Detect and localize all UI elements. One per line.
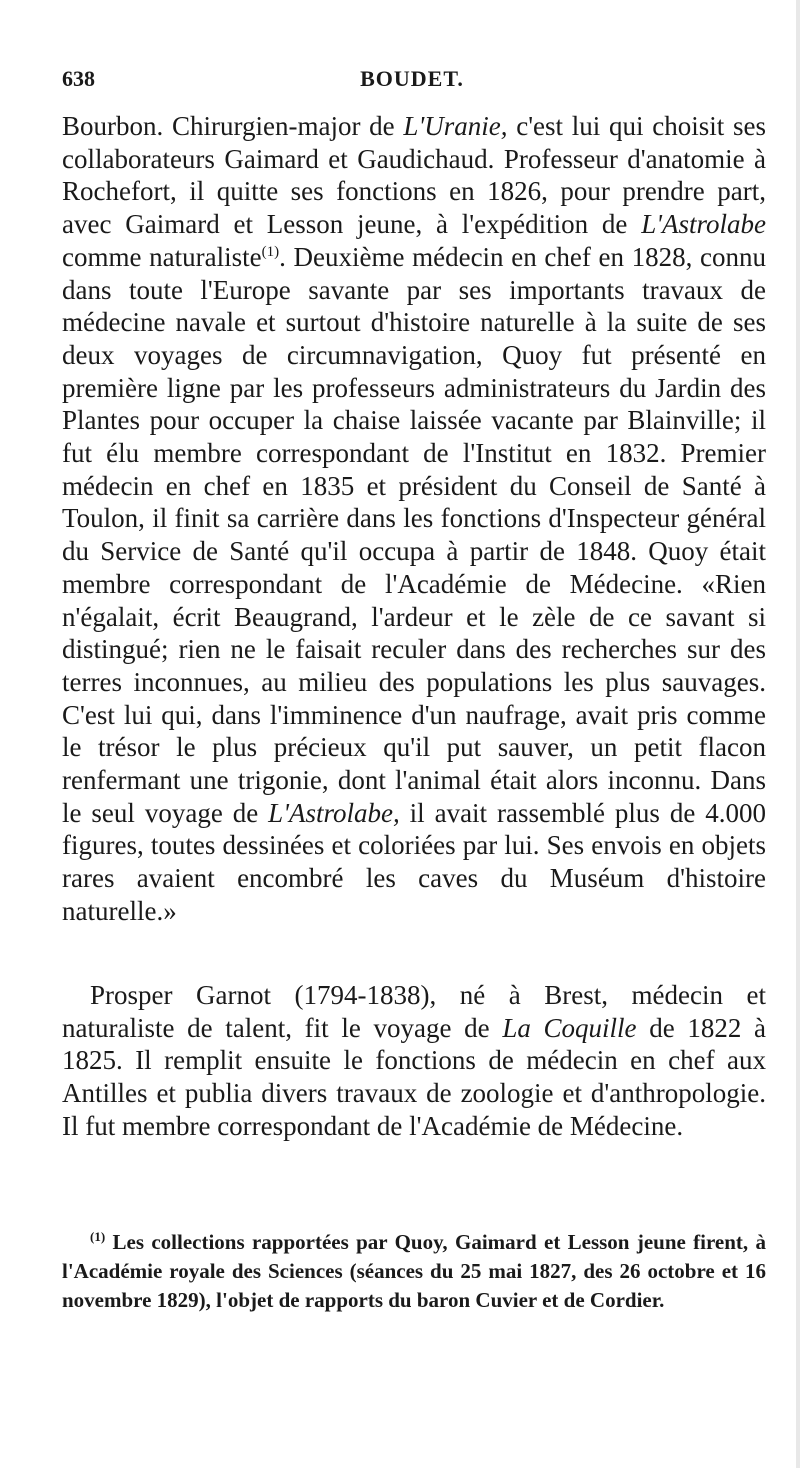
paragraph-garnot	[62, 979, 766, 1143]
text-run: de 1822 à 1825. Il remplit ensuite le fonctions de médecin en chef aux Antilles et publia divers travaux de zoologie et d'anthropologie. Il fut membre correspondant de l'Académie de Médecine.	[62, 1012, 767, 1141]
footnote-reference: (1)	[261, 243, 280, 260]
italic-title-astrolabe: L'Astrolabe,	[268, 797, 400, 828]
page-header	[62, 66, 762, 96]
footnote	[62, 1228, 766, 1315]
text-run: comme naturaliste	[62, 241, 262, 272]
text-run: . Deuxième médecin en chef en 1828, connu dans toute l'Europe savante par ses importants travaux de médecine navale et surtout d'histoire naturelle à la suite de ses deux voyages de circumnavigation, Quoy fut présenté en première ligne par les professeurs administrateurs du Jardin des Plantes pour occuper la chaise laissée vacante par Blainville; il fut élu membre correspondant de l'Institut en 1832. Premier médecin en chef en 1835 et président du Conseil de Santé à Toulon, il finit sa carrière dans les fonctions d'Inspecteur général du Service de Santé qu'il occupa à partir de 1848. Quoy était membre correspondant de l'Académie de Médecine. «Rien n'égalait, écrit Beaugrand, l'ardeur et le zèle de ce savant si distingué; rien ne le faisait reculer dans des recherches sur des terres inconnues, au milieu des populations les plus sauvages. C'est lui qui, dans l'imminence d'un naufrage, avait pris comme le trésor le plus précieux qu'il put sauver, un petit flacon renfermant une trigonie, dont l'animal était alors inconnu. Dans le seul voyage de	[62, 241, 766, 828]
page-number: 638	[62, 66, 95, 91]
running-head: BOUDET.	[360, 66, 464, 91]
text-run: c'est lui qui choisit ses collaborateurs Gaimard et Gaudichaud. Professeur d'anatomie à Rochefort, il quitte ses fonctions en 1826, pour prendre part, avec Gaimard et Lesson jeune, à l'expédition de	[62, 111, 766, 240]
page-edge-shadow	[796, 0, 800, 1468]
italic-title-coquille: La Coquille	[502, 1012, 637, 1043]
italic-title-uranie: L'Uranie,	[403, 111, 508, 141]
footnote-mark: (1)	[90, 1229, 106, 1244]
text-run: Prosper Garnot (1794-1838), né à Brest, médecin et naturaliste de talent, fit le voyage de	[62, 980, 766, 1043]
italic-title-astrolabe: L'Astrolabe	[641, 209, 766, 240]
text-run: Bourbon. Chirurgien-major de	[62, 111, 404, 141]
paragraph-quoy	[62, 110, 766, 928]
footnote-text: Les collections rapportées par Quoy, Gaimard et Lesson jeune firent, à l'Académie royale des Sciences (séances du 25 mai 1827, des 26 octobre et 16 novembre 1829), l'objet de rapports du baron Cuvier et de Cordier.	[62, 1230, 766, 1312]
text-run: il avait rassemblé plus de 4.000 figures, toutes dessinées et coloriées par lui. Ses envois en objets rares avaient encombré les caves du Muséum d'histoire naturelle.»	[62, 797, 766, 926]
